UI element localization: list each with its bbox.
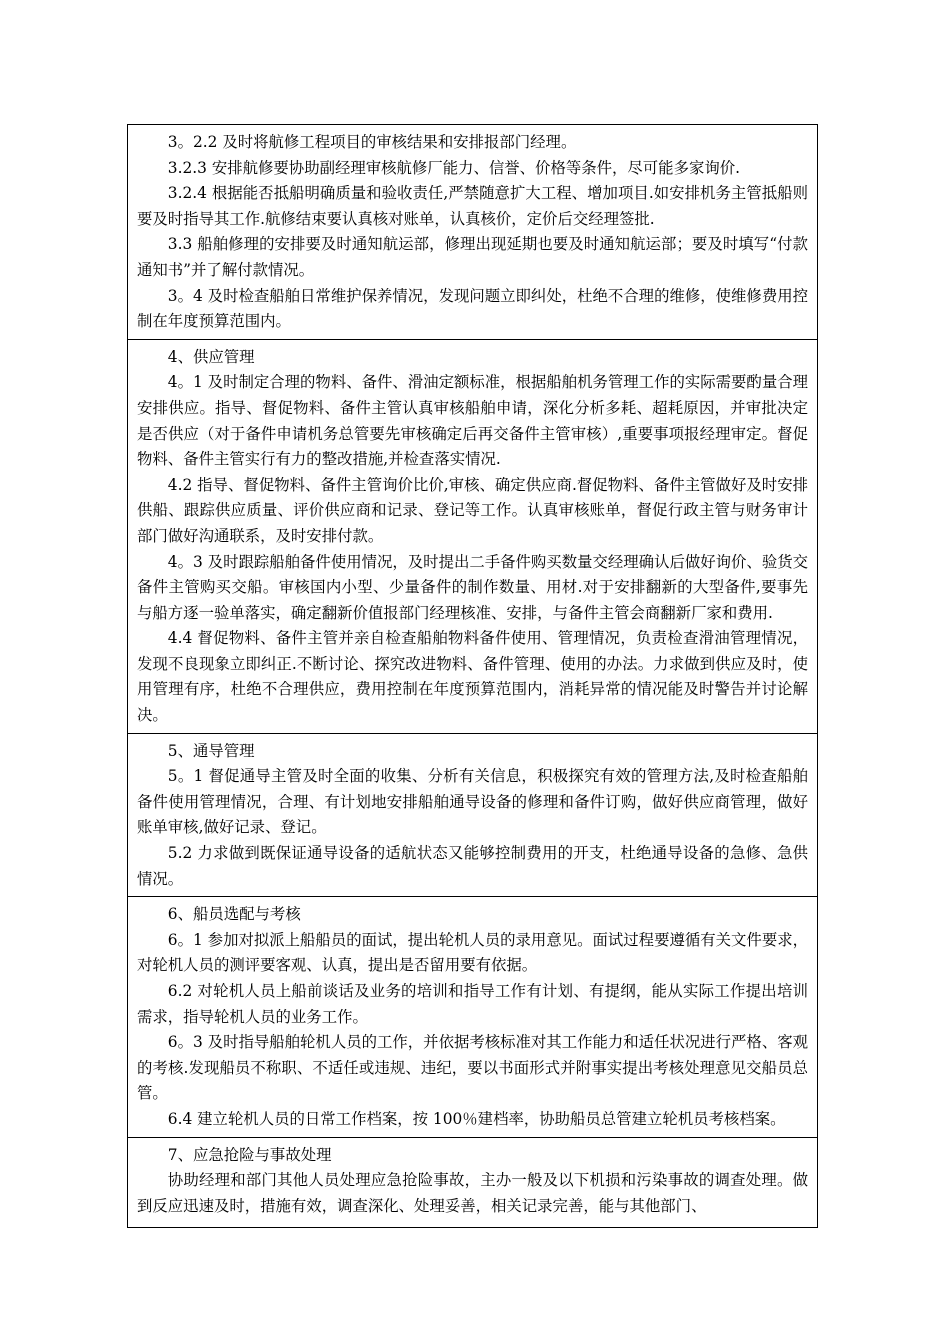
section-repair [128,125,818,340]
section-repair-cell [128,125,818,340]
paragraph: 6。3 及时指导船舶轮机人员的工作，并依据考核标准对其工作能力和适任状况进行严格、客观的考核.发现船员不称职、不适任或违规、违纪，要以书面形式并附事实提出考核处理意见交船员总管。 [137,1033,808,1103]
paragraph: 4.4 督促物料、备件主管并亲自检查船舶物料备件使用、管理情况，负责检查滑油管理情况，发现不良现象立即纠正.不断讨论、探究改进物料、备件管理、使用的办法。力求做到供应及时，使用管理有序，杜绝不合理供应，费用控制在年度预算范围内，消耗异常的情况能及时警告并讨论解决。 [137,629,808,725]
section-crew [128,897,818,1137]
section-supply [128,339,818,733]
paragraph: 6.4 建立轮机人员的日常工作档案，按 100％建档率，协助船员总管建立轮机员考核档案。 [167,1109,786,1128]
section-heading: 4、供应管理 [167,347,255,366]
section-emergency-cell [128,1137,818,1227]
paragraph: 3.3 船舶修理的安排要及时通知航运部，修理出现延期也要及时通知航运部；要及时填写“付款通知书”并了解付款情况。 [137,235,808,279]
paragraph: 4。3 及时跟踪船舶备件使用情况，及时提出二手备件购买数量交经理确认后做好询价、验货交备件主管购买交船。审核国内小型、少量备件的制作数量、用材.对于安排翻新的大型备件,要事先与船方逐一验单落实，确定翻新价值报部门经理核准、安排，与备件主管会商翻新厂家和费用. [137,552,808,622]
paragraph: 5.2 力求做到既保证通导设备的适航状态又能够控制费用的开支，杜绝通导设备的急修、急供情况。 [137,844,808,888]
section-heading: 7、应急抢险与事故处理 [167,1145,332,1164]
section-navigation [128,733,818,897]
paragraph: 3。4 及时检查船舶日常维护保养情况，发现问题立即纠处，杜绝不合理的维修，使维修费用控制在年度预算范围内。 [137,286,808,331]
duty-table [127,124,818,1228]
paragraph: 3.2.3 安排航修要协助副经理审核航修厂能力、信誉、价格等条件，尽可能多家询价. [167,158,741,177]
paragraph: 3。2.2 及时将航修工程项目的审核结果和安排报部门经理。 [167,133,577,151]
paragraph: 6.2 对轮机人员上船前谈话及业务的培训和指导工作有计划、有提纲，能从实际工作提出培训需求，指导轮机人员的业务工作。 [137,982,808,1026]
paragraph: 4。1 及时制定合理的物料、备件、滑油定额标准，根据船舶机务管理工作的实际需要酌量合理安排供应。指导、督促物料、备件主管认真审核船舶申请，深化分析多耗、超耗原因，并审批决定是否供应（对于备件申请机务总管要先审核确定后再交备件主管审核）,重要事项报经理审定。督促物料、备件主管实行有力的整改措施,并检查落实情况. [137,373,808,469]
section-navigation-cell [128,733,818,897]
section-emergency [128,1137,818,1227]
paragraph: 4.2 指导、督促物料、备件主管询价比价,审核、确定供应商.督促物料、备件主管做好及时安排供船、跟踪供应质量、评价供应商和记录、登记等工作。认真审核账单，督促行政主管与财务审计部门做好沟通联系，及时安排付款。 [137,475,808,545]
paragraph: 协助经理和部门其他人员处理应急抢险事故，主办一般及以下机损和污染事故的调查处理。做到反应迅速及时，措施有效，调查深化、处理妥善，相关记录完善，能与其他部门、 [137,1171,808,1215]
paragraph: 6。1 参加对拟派上船船员的面试，提出轮机人员的录用意见。面试过程要遵循有关文件要求，对轮机人员的测评要客观、认真，提出是否留用要有依据。 [137,930,808,975]
paragraph: 3.2.4 根据能否抵船明确质量和验收责任,严禁随意扩大工程、增加项目.如安排机务主管抵船则要及时指导其工作.航修结束要认真核对账单，认真核价，定价后交经理签批. [137,184,808,228]
section-heading: 6、船员选配与考核 [167,905,301,924]
section-crew-cell [128,897,818,1137]
section-heading: 5、通导管理 [167,741,255,760]
paragraph: 5。1 督促通导主管及时全面的收集、分析有关信息，积极探究有效的管理方法,及时检查船舶备件使用管理情况，合理、有计划地安排船舶通导设备的修理和备件订购，做好供应商管理，做好账单审核,做好记录、登记。 [137,767,808,837]
section-supply-cell [128,339,818,733]
